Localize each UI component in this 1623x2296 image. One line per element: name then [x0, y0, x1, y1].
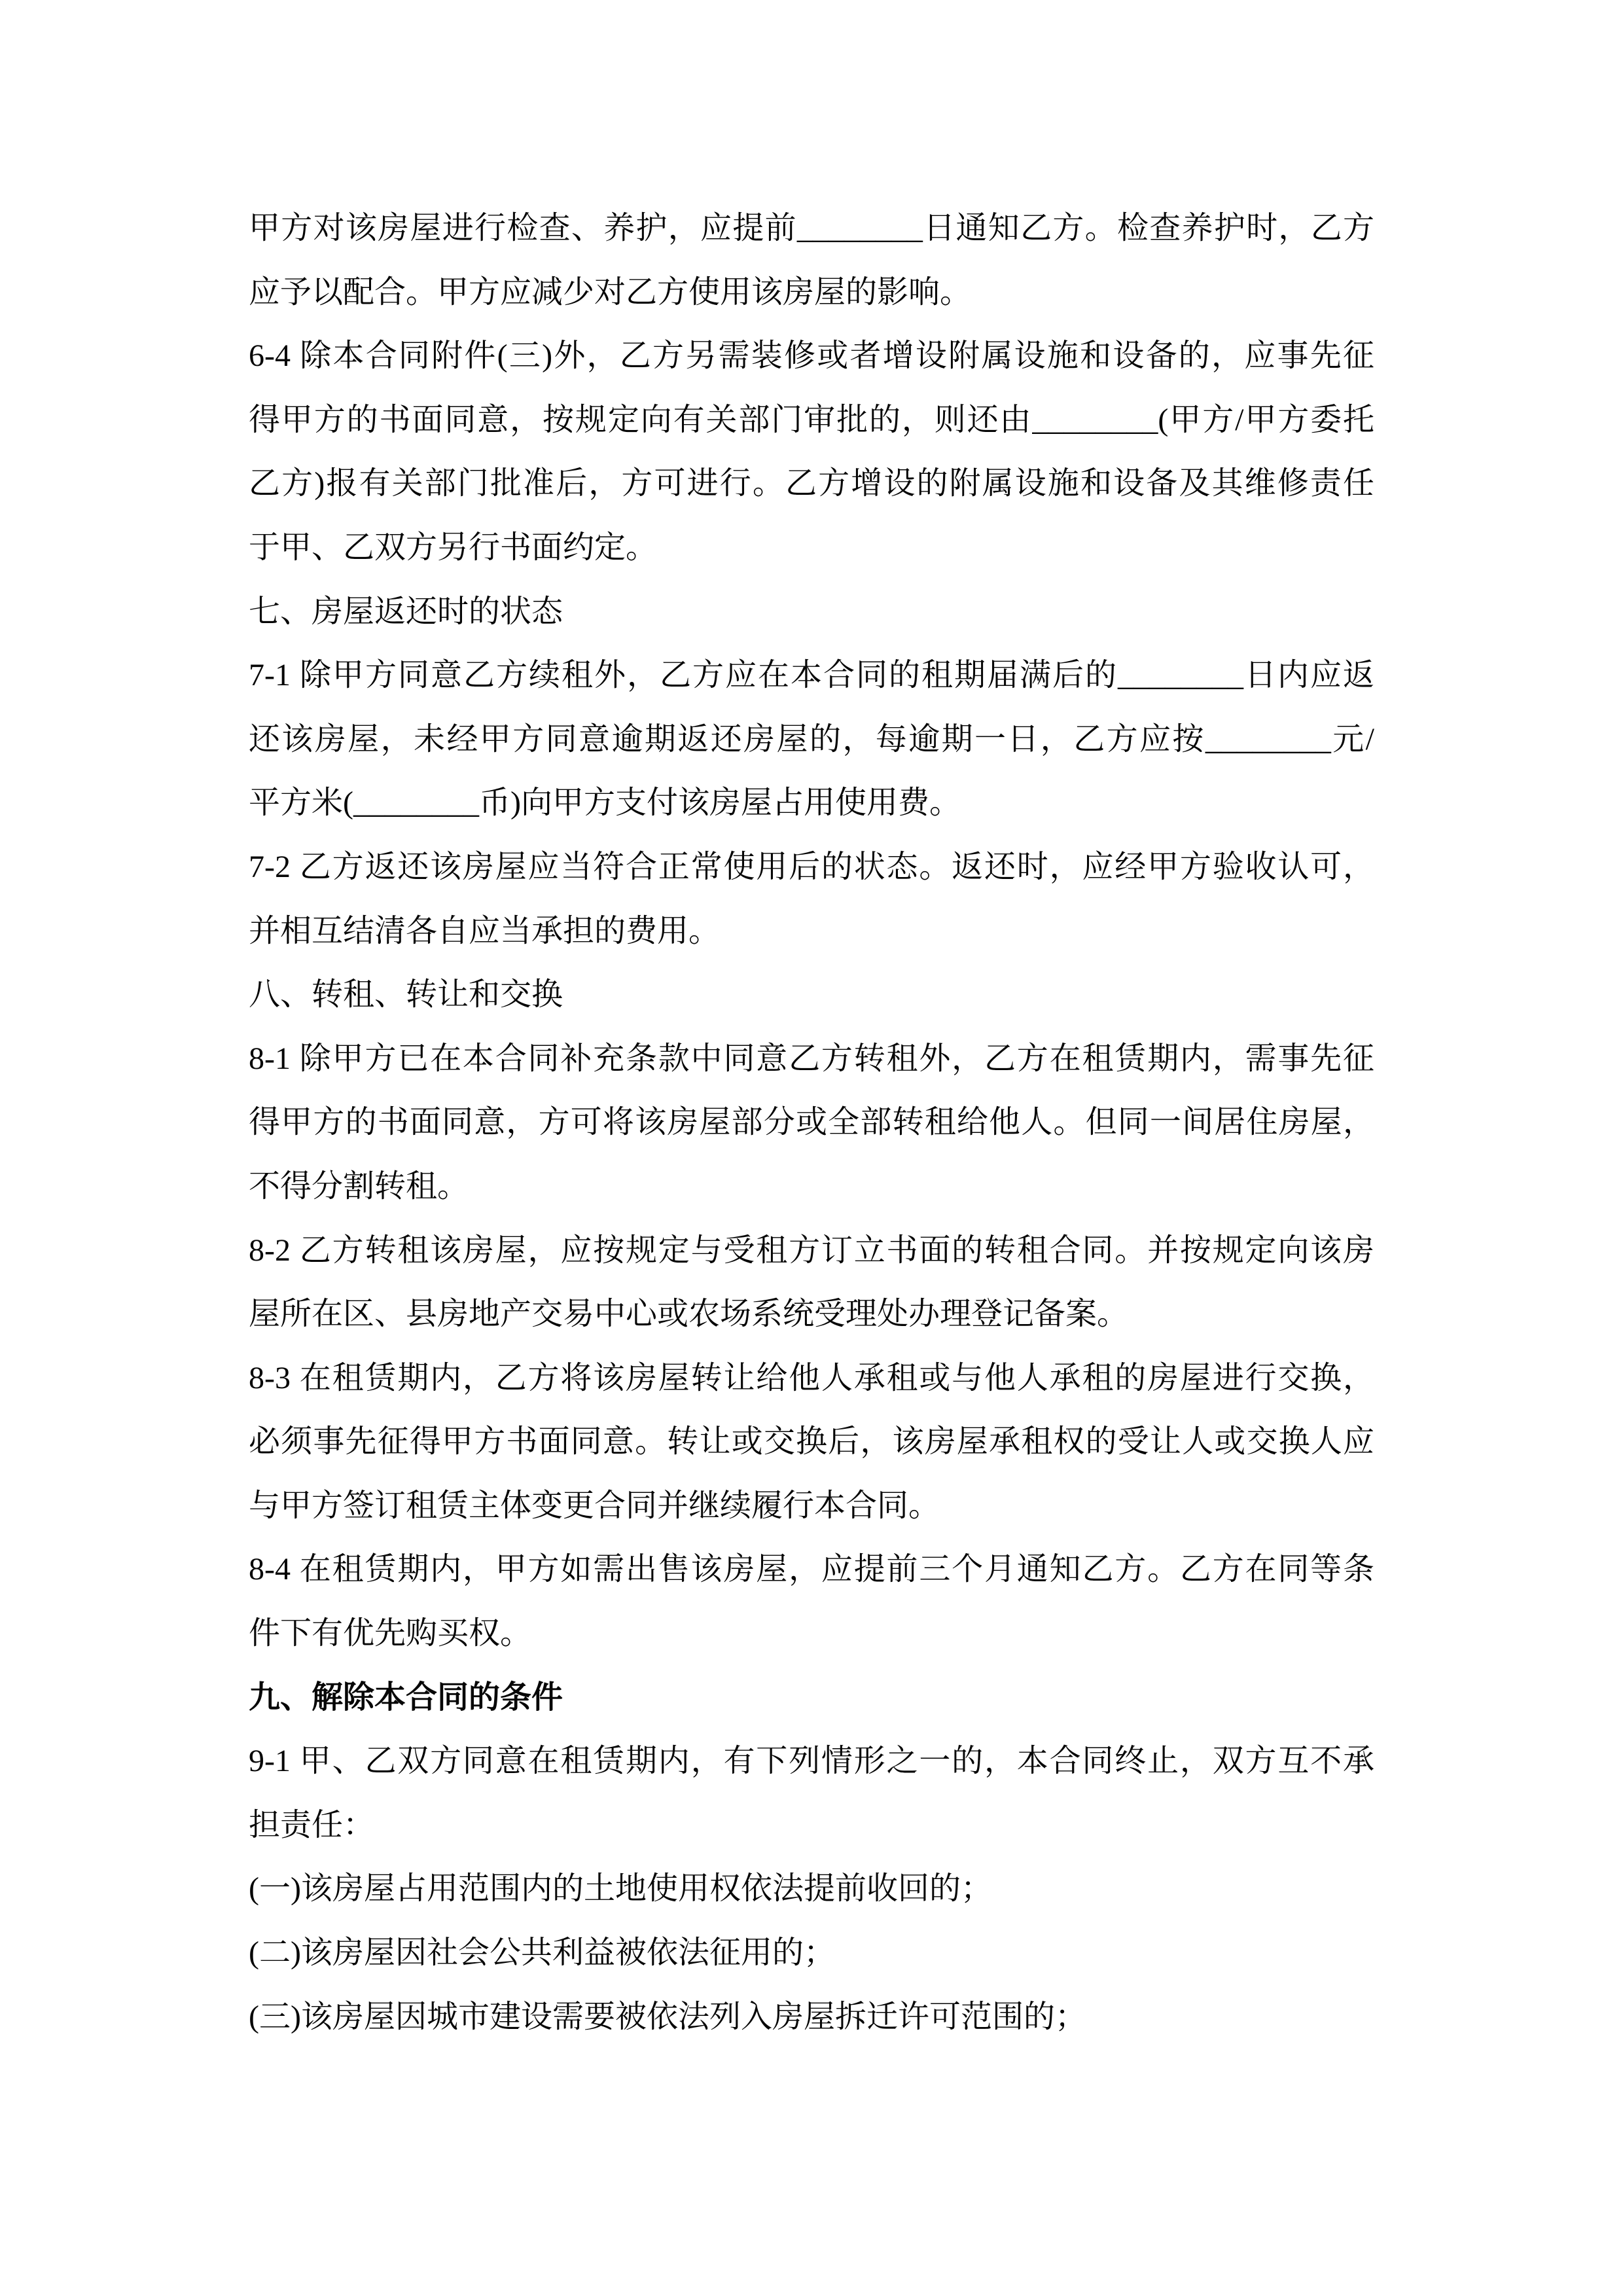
text-line: 屋所在区、县房地产交易中心或农场系统受理处办理登记备案。 — [249, 1297, 1129, 1332]
text-line: 应予以配合。甲方应减少对乙方使用该房屋的影响。 — [249, 274, 972, 310]
text-line: 得甲方的书面同意，方可将该房屋部分或全部转租给他人。但同一间居住房屋， — [249, 1105, 1374, 1140]
text-line: 并相互结清各自应当承担的费用。 — [249, 913, 721, 948]
text-line: 九、解除本合同的条件 — [249, 1679, 563, 1715]
text-line: 八、转租、转让和交换 — [249, 977, 563, 1013]
text-line: (三)该房屋因城市建设需要被依法列入房屋拆迁许可范围的； — [249, 1999, 1086, 2034]
text-line: 于甲、乙双方另行书面约定。 — [249, 529, 658, 565]
text-line: (一)该房屋占用范围内的土地使用权依法提前收回的； — [249, 1871, 992, 1907]
text-line: (二)该房屋因社会公共利益被依法征用的； — [249, 1935, 835, 1971]
text-line: 甲方对该房屋进行检查、养护，应提前________日通知乙方。检查养护时，乙方 — [249, 211, 1374, 245]
text-line: 9-1 甲、乙双方同意在租赁期内，有下列情形之一的，本合同终止，双方互不承 — [249, 1744, 1374, 1779]
text-line: 必须事先征得甲方书面同意。转让或交换后，该房屋承租权的受让人或交换人应 — [249, 1424, 1374, 1460]
text-line: 8-3 在租赁期内，乙方将该房屋转让给他人承租或与他人承租的房屋进行交换， — [249, 1360, 1374, 1395]
document-body — [249, 196, 1374, 2049]
text-line: 8-4 在租赁期内，甲方如需出售该房屋，应提前三个月通知乙方。乙方在同等条 — [249, 1552, 1374, 1587]
text-line: 担责任： — [249, 1807, 375, 1842]
text-line: 7-1 除甲方同意乙方续租外，乙方应在本合同的租期届满后的________日内应返 — [249, 658, 1374, 693]
text-line: 不得分割转租。 — [249, 1168, 469, 1204]
text-line: 乙方)报有关部门批准后，方可进行。乙方增设的附属设施和设备及其维修责任 — [249, 466, 1374, 501]
text-line: 7-2 乙方返还该房屋应当符合正常使用后的状态。返还时，应经甲方验收认可， — [249, 849, 1374, 884]
text-line: 6-4 除本合同附件(三)外，乙方另需装修或者增设附属设施和设备的，应事先征 — [249, 338, 1374, 374]
text-line: 得甲方的书面同意，按规定向有关部门审批的，则还由________(甲方/甲方委托 — [249, 402, 1374, 437]
text-line: 与甲方签订租赁主体变更合同并继续履行本合同。 — [249, 1488, 940, 1523]
text-line: 8-2 乙方转租该房屋，应按规定与受租方订立书面的转租合同。并按规定向该房 — [249, 1232, 1374, 1268]
text-line: 七、房屋返还时的状态 — [249, 594, 563, 629]
text-line: 平方米(________币)向甲方支付该房屋占用使用费。 — [249, 785, 961, 821]
text-line: 件下有优先购买权。 — [249, 1616, 532, 1651]
text-line: 8-1 除甲方已在本合同补充条款中同意乙方转租外，乙方在租赁期内，需事先征 — [249, 1041, 1374, 1076]
text-line: 还该房屋，未经甲方同意逾期返还房屋的，每逾期一日，乙方应按________元/ — [249, 721, 1374, 757]
